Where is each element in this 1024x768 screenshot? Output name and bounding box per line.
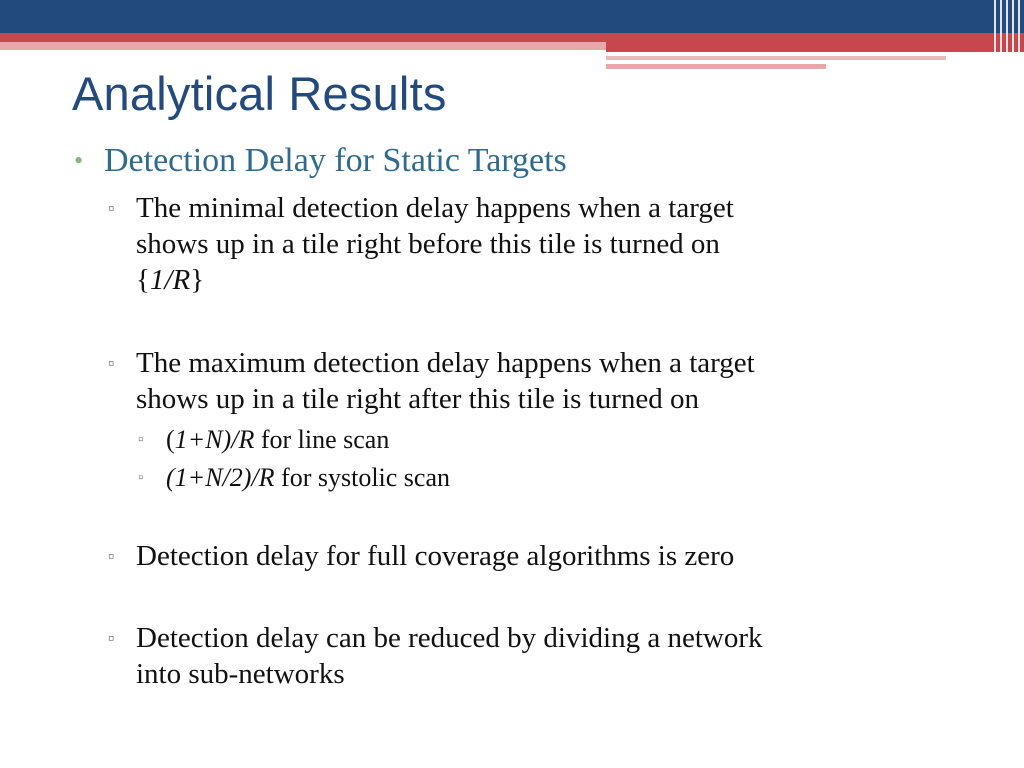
slide-title: Analytical Results <box>72 67 447 120</box>
sub-item-line-scan <box>138 424 389 456</box>
header-band-pink-right-2 <box>606 64 826 69</box>
item-line: shows up in a tile right after this tile is turned on <box>136 383 699 415</box>
section-heading: Detection Delay for Static Targets <box>104 142 567 179</box>
bullet-item-sub-networks <box>108 620 988 692</box>
header-band-red <box>0 33 1024 42</box>
sub-item-systolic-scan <box>138 462 450 494</box>
header-stripes <box>990 0 1024 68</box>
bullet-icon: • <box>74 146 84 175</box>
formula: 1+N)/R <box>174 425 255 454</box>
formula-brace-open: { <box>136 264 150 296</box>
item-line: Detection delay can be reduced by dividing a network <box>136 622 763 654</box>
item-line: shows up in a tile right before this tile is turned on <box>136 228 720 260</box>
item-line: into sub-networks <box>136 658 345 690</box>
square-bullet-icon: ▫ <box>138 432 144 448</box>
header-band-red-right <box>606 42 1024 52</box>
item-line: The minimal detection delay happens when a target <box>136 192 734 224</box>
sub-item-label: for line scan <box>254 425 390 454</box>
formula: 1/R <box>149 264 191 296</box>
header-band-pink-right-1 <box>606 56 946 60</box>
bullet-item-maximum-delay <box>108 345 988 417</box>
square-bullet-icon: ▫ <box>108 198 115 218</box>
header-band-pink-left <box>0 42 610 50</box>
square-bullet-icon: ▫ <box>108 628 115 648</box>
item-line-formula <box>136 262 988 298</box>
header-band-blue <box>0 0 1024 33</box>
sub-item-text <box>166 424 389 456</box>
item-line: Detection delay for full coverage algorithms is zero <box>136 540 735 572</box>
square-bullet-icon: ▫ <box>108 546 115 566</box>
square-bullet-icon: ▫ <box>108 353 115 373</box>
level1-bullet <box>74 141 567 181</box>
sub-item-label: for systolic scan <box>274 463 451 492</box>
sub-item-text <box>166 462 450 494</box>
item-line: The maximum detection delay happens when a target <box>136 347 755 379</box>
formula: (1+N/2)/R <box>166 463 275 492</box>
formula-brace-close: } <box>190 264 205 296</box>
square-bullet-icon: ▫ <box>138 470 144 486</box>
bullet-item-minimal-delay <box>108 190 988 298</box>
formula-paren: ( <box>166 425 175 454</box>
bullet-item-full-coverage <box>108 538 988 574</box>
